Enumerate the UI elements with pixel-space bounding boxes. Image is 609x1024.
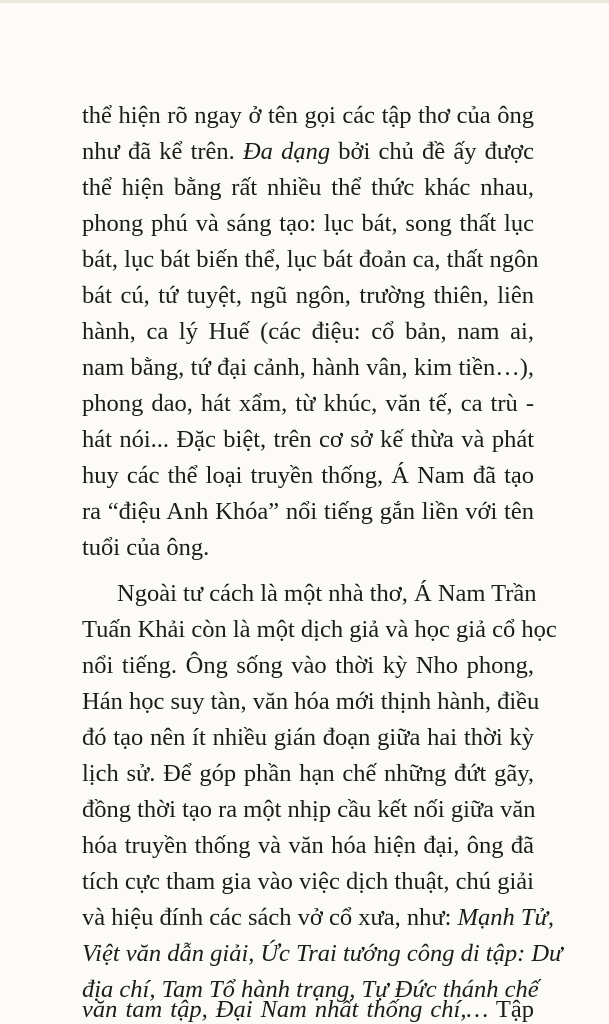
text-run: và hiệu đính các sách vở cổ xưa, như: <box>82 904 458 931</box>
paragraph-2-line-11: Việt văn dẫn giải, Ức Trai tướng công di tập: Dư <box>82 940 563 967</box>
paragraph-1-line-5: bát, lục bát biến thể, lục bát đoản ca, thất ngôn <box>82 246 539 273</box>
paragraph-2-line-10 <box>82 898 554 938</box>
italic-title: văn tam tập, Đại Nam nhất thống chí,… <box>82 996 489 1023</box>
paragraph-1-line-7: hành, ca lý Huế (các điệu: cổ bản, nam ai, <box>82 318 534 345</box>
paragraph-2-line-13 <box>82 996 534 1024</box>
paragraph-1-line-13: tuổi của ông. <box>82 534 210 561</box>
text-run: Tập <box>488 996 534 1023</box>
paragraph-1-line-3: thể hiện bằng rất nhiều thể thức khác nhau, <box>82 174 534 201</box>
paragraph-2-line-7: đồng thời tạo ra một nhịp cầu kết nối giữa văn <box>82 796 536 823</box>
paragraph-2-line-3: nổi tiếng. Ông sống vào thời kỳ Nho phong, <box>82 652 534 679</box>
text-run: bởi chủ đề ấy được <box>330 138 534 165</box>
paragraph-2-line-4: Hán học suy tàn, văn hóa mới thịnh hành, điều <box>82 688 540 715</box>
paragraph-2-line-1: Ngoài tư cách là một nhà thơ, Á Nam Trần <box>117 580 537 607</box>
text-run: như đã kể trên. <box>82 138 243 165</box>
paragraph-2-line-6: lịch sử. Để góp phần hạn chế những đứt gãy, <box>82 760 534 787</box>
paragraph-1-line-12: ra “điệu Anh Khóa” nổi tiếng gắn liền với tên <box>82 498 534 525</box>
paragraph-1-line-11: huy các thể loại truyền thống, Á Nam đã tạo <box>82 462 534 489</box>
paragraph-2-line-8: hóa truyền thống và văn hóa hiện đại, ông đã <box>82 832 534 859</box>
page-top-edge <box>0 0 609 3</box>
italic-term: Đa dạng <box>242 138 331 165</box>
paragraph-1-line-8: nam bằng, tứ đại cảnh, hành vân, kim tiền…), <box>82 354 534 381</box>
paragraph-1-line-10: hát nói... Đặc biệt, trên cơ sở kế thừa và phát <box>82 426 534 453</box>
italic-title: Mạnh Tử, <box>457 904 554 931</box>
paragraph-2-line-2: Tuấn Khải còn là một dịch giả và học giả cổ học <box>82 616 557 643</box>
paragraph-1-line-9: phong dao, hát xẩm, từ khúc, văn tế, ca trù - <box>82 390 534 417</box>
paragraph-2-line-9: tích cực tham gia vào việc dịch thuật, chú giải <box>82 868 534 895</box>
paragraph-2-line-5: đó tạo nên ít nhiều gián đoạn giữa hai thời kỳ <box>82 724 534 751</box>
paragraph-1-line-6: bát cú, tứ tuyệt, ngũ ngôn, trường thiên, liên <box>82 282 534 309</box>
paragraph-1-line-2 <box>82 132 534 172</box>
paragraph-1-line-1: thể hiện rõ ngay ở tên gọi các tập thơ của ông <box>82 102 534 129</box>
paragraph-2-line-12: địa chí, Tam Tổ hành trạng, Tự Đức thánh chế <box>82 976 539 1003</box>
paragraph-1-line-4: phong phú và sáng tạo: lục bát, song thất lục <box>82 210 534 237</box>
